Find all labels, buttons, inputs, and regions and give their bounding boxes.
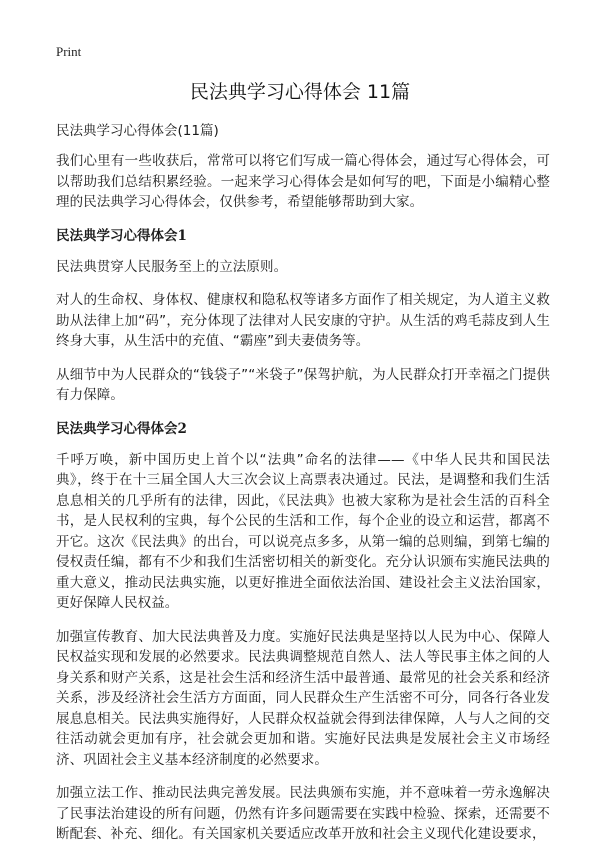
document-body — [56, 121, 550, 858]
section-heading-1: 民法典学习心得体会1 — [56, 227, 187, 244]
section-1-paragraph-1: 民法典贯穿人民服务至上的立法原则。 — [56, 258, 288, 275]
section-2-paragraph-1: 千呼万唤，新中国历史上首个以“法典”命名的法律——《中华人民共和国民法典》，终于在十三届全国人大三次会议上高票表决通过。民法，是调整和我们生活息息相关的几乎所有的法律，因此，《民法典》也被大家称为是社会生活的百科全书，是人民权利的宝典，每个公民的生活和工作，每个企业的设立和运营，都离不开它。这次《民法典》的出台，可以说亮点多多，从第一编的总则编，到第七编的侵权责任编，都有不少和我们生活密切相关的新变化。充分认识颁布实施民法典的重大意义，推动民法典实施，以更好推进全面依法治国、建设社会主义法治国家，更好保障人民权益。 — [56, 451, 550, 611]
section-1-paragraph-2: 对人的生命权、身体权、健康权和隐私权等诸多方面作了相关规定，为人道主义救助从法律上加“码”，充分体现了法律对人民安康的守护。从生活的鸡毛蒜皮到人生终身大事，从生活中的充值、“霸座”到夫妻债务等。 — [56, 292, 550, 349]
document-subtitle: 民法典学习心得体会(11篇) — [56, 123, 219, 139]
page-title: 民法典学习心得体会 11篇 — [189, 81, 411, 103]
section-2-paragraph-3: 加强立法工作、推动民法典完善发展。民法典颁布实施，并不意味着一劳永逸解决了民事法治建设的所有问题，仍然有许多问题需要在实践中检验、探索，还需要不断配套、补充、细化。有关国家机关要适应改革开放和社会主义现代化建设要求， — [56, 785, 550, 842]
section-heading-2: 民法典学习心得体会2 — [56, 420, 187, 437]
section-2-paragraph-2: 加强宣传教育、加大民法典普及力度。实施好民法典是坚持以人民为中心、保障人民权益实现和发展的必然要求。民法典调整规范自然人、法人等民事主体之间的人身关系和财产关系，这是社会生活和经济生活中最普通、最常见的社会关系和经济关系，涉及经济社会生活方方面面，同人民群众生产生活密不可分，同各行各业发展息息相关。民法典实施得好，人民群众权益就会得到法律保障，人与人之间的交往活动就会更加有序，社会就会更加和谐。实施好民法典是发展社会主义市场经济、巩固社会主义基本经济制度的必然要求。 — [56, 628, 550, 768]
intro-paragraph: 我们心里有一些收获后，常常可以将它们写成一篇心得体会，通过写心得体会，可以帮助我们总结积累经验。一起来学习心得体会是如何写的吧，下面是小编精心整理的民法典学习心得体会，仅供参考，希望能够帮助到大家。 — [56, 153, 550, 210]
section-1-paragraph-3: 从细节中为人民群众的“钱袋子”“米袋子”保驾护航，为人民群众打开幸福之门提供有力保障。 — [56, 366, 550, 403]
print-link[interactable]: Print — [56, 44, 82, 59]
